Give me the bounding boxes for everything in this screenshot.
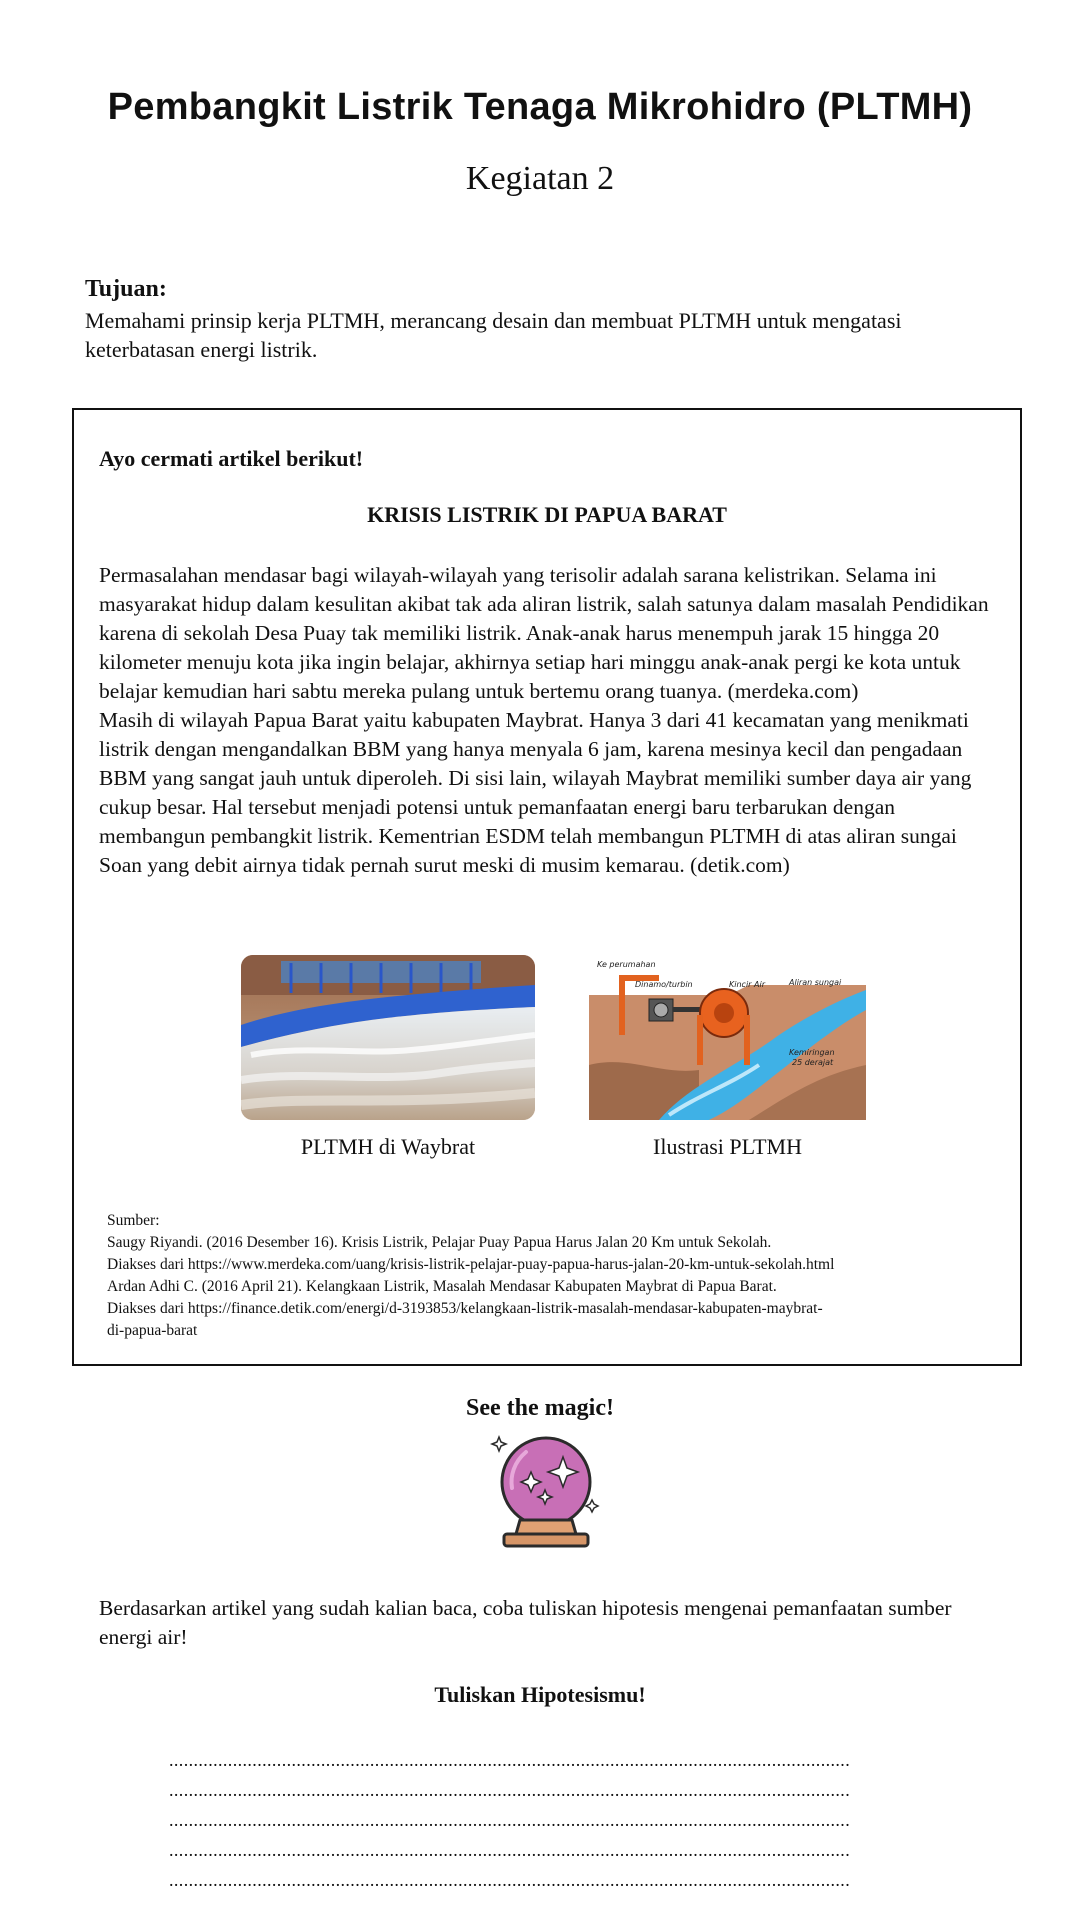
goal-text: Memahami prinsip kerja PLTMH, merancang desain dan membuat PLTMH untuk mengatasi keterbatasan energi listrik.: [85, 308, 902, 362]
magic-label: See the magic!: [466, 1395, 614, 1421]
illustration-caption: Ilustrasi PLTMH: [653, 1134, 802, 1159]
illus-label-dynamo: Dinamo/turbin: [635, 980, 693, 989]
hypothesis-heading: Tuliskan Hipotesismu!: [434, 1682, 646, 1707]
answer-line[interactable]: ...........................................................................................................................................: [169, 1870, 851, 1890]
article-paragraph: Permasalahan mendasar bagi wilayah-wilayah yang terisolir adalah sarana kelistrikan. Selama ini masyarakat hidup dalam kesulitan akibat tak ada aliran listrik, salah satunya dalam masalah Pendidikan karena di sekolah Desa Puay tak memiliki listrik. Anak-anak harus menempuh jarak 15 hingga 20 kilometer menuju kota jika ingin belajar, akhirnya setiap hari minggu anak-anak pergi ke kota untuk belajar kemudian hari sabtu mereka pulang untuk bertemu orang tuanya. (merdeka.com): [99, 563, 989, 703]
illus-label-slope-angle: 25 derajat: [792, 1058, 834, 1067]
answer-line[interactable]: ...........................................................................................................................................: [169, 1810, 851, 1830]
answer-line[interactable]: ...........................................................................................................................................: [169, 1840, 851, 1860]
goal-label: Tujuan:: [85, 276, 167, 302]
article-paragraph: Masih di wilayah Papua Barat yaitu kabupaten Maybrat. Hanya 3 dari 41 kecamatan yang menikmati listrik dengan mengandalkan BBM yang hanya menyala 6 jam, karena mesinya kecil dan pengadaan BBM yang sangat jauh untuk diperoleh. Di sisi lain, wilayah Maybrat memiliki sumber daya air yang cukup besar. Hal tersebut menjadi potensi untuk pemanfaatan energi baru terbarukan dengan membangun pembangkit listrik. Kementrian ESDM telah membangun PLTMH di atas aliran sungai Soan yang debit airnya tidak pernah surut meski di musim kemarau. (detik.com): [99, 708, 972, 877]
pltmh-illustration: [589, 955, 866, 1120]
pltmh-photo: [241, 955, 535, 1120]
hypothesis-prompt: Berdasarkan artikel yang sudah kalian baca, coba tuliskan hipotesis mengenai pemanfaatan sumber energi air!: [99, 1596, 952, 1649]
photo-caption: PLTMH di Waybrat: [300, 1134, 476, 1159]
source-line: Ardan Adhi C. (2016 April 21). Kelangkaan Listrik, Masalah Mendasar Kabupaten Maybrat di Papua Barat.: [107, 1278, 777, 1295]
illus-label-waterwheel: Kincir Air: [729, 980, 765, 989]
source-line: Diakses dari https://finance.detik.com/energi/d-3193853/kelangkaan-listrik-masalah-mendasar-kabupaten-maybrat-: [107, 1300, 823, 1317]
sources: [107, 1210, 1007, 1342]
sources-label: Sumber:: [107, 1212, 160, 1229]
article-title: KRISIS LISTRIK DI PAPUA BARAT: [367, 502, 727, 527]
illus-label-slope: Kemiringan: [789, 1048, 835, 1057]
source-line: Diakses dari https://www.merdeka.com/uang/krisis-listrik-pelajar-puay-papua-harus-jalan-20-km-untuk-sekolah.html: [107, 1256, 835, 1273]
answer-line[interactable]: ...........................................................................................................................................: [169, 1750, 851, 1770]
illus-label-houses: Ke perumahan: [597, 960, 656, 969]
source-line: di-papua-barat: [107, 1322, 198, 1339]
activity-subtitle: Kegiatan 2: [465, 160, 615, 197]
crystal-ball-icon: [484, 1432, 604, 1550]
answer-line[interactable]: ...........................................................................................................................................: [169, 1780, 851, 1800]
article-intro: Ayo cermati artikel berikut!: [99, 446, 364, 471]
page-title: Pembangkit Listrik Tenaga Mikrohidro (PLTMH): [107, 86, 973, 128]
article-body: [99, 561, 1004, 880]
illus-label-river: Aliran sungai: [789, 978, 842, 987]
source-line: Saugy Riyandi. (2016 Desember 16). Krisis Listrik, Pelajar Puay Papua Harus Jalan 20 Km untuk Sekolah.: [107, 1234, 772, 1251]
